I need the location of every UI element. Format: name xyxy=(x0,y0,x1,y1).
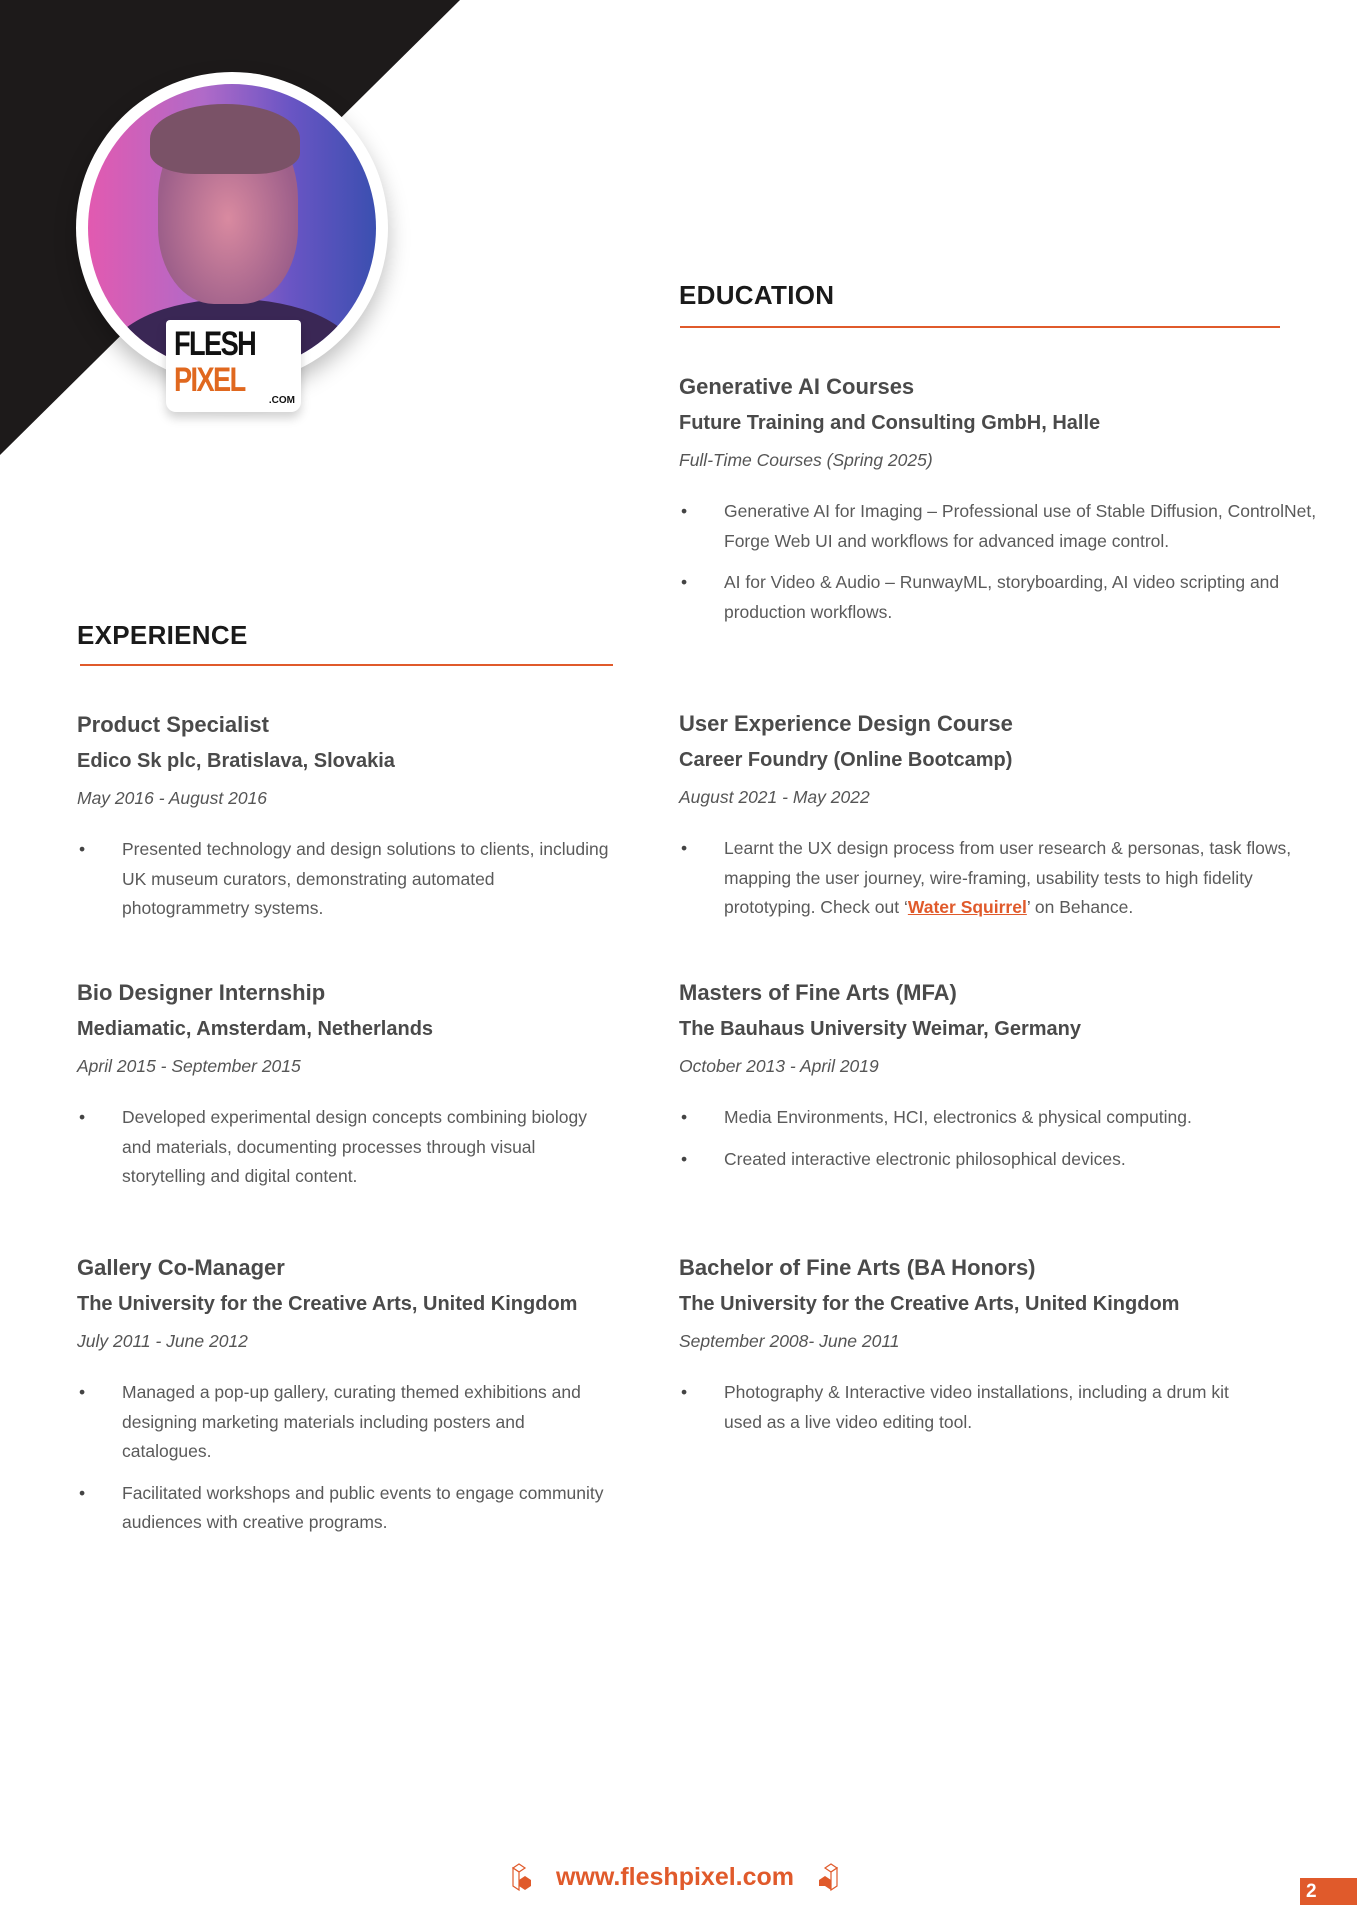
entry-date: July 2011 - June 2012 xyxy=(77,1331,248,1351)
education-entry xyxy=(679,368,1319,639)
cube-icon xyxy=(510,1862,536,1892)
education-entry xyxy=(679,1249,1239,1449)
entry-date: September 2008- June 2011 xyxy=(679,1331,900,1351)
footer xyxy=(510,1862,840,1892)
experience-heading: EXPERIENCE xyxy=(77,620,248,650)
entry-org: The University for the Creative Arts, United Kingdom xyxy=(77,1293,578,1315)
page-number: 2 xyxy=(1300,1878,1357,1905)
entry-title: Masters of Fine Arts (MFA) xyxy=(679,980,957,1005)
entry-date: August 2021 - May 2022 xyxy=(679,787,870,807)
entry-date: April 2015 - September 2015 xyxy=(77,1056,301,1076)
entry-title: Bio Designer Internship xyxy=(77,980,326,1005)
entry-title: Generative AI Courses xyxy=(679,374,915,399)
experience-entry xyxy=(77,974,617,1204)
entry-bullet: • AI for Video & Audio – RunwayML, storyboarding, AI video scripting and production workflows. xyxy=(679,568,1319,627)
entry-date: October 2013 - April 2019 xyxy=(679,1056,879,1076)
entry-bullet: • Photography & Interactive video installations, including a drum kit used as a live video editing tool. xyxy=(679,1378,1239,1437)
education-entry xyxy=(679,705,1299,935)
entry-title: User Experience Design Course xyxy=(679,711,1013,736)
profile-photo xyxy=(76,72,388,417)
experience-entry xyxy=(77,706,617,936)
experience-entry xyxy=(77,1249,617,1550)
entry-org: The Bauhaus University Weimar, Germany xyxy=(679,1018,1082,1040)
entry-org: Future Training and Consulting GmbH, Halle xyxy=(679,412,1101,434)
entry-org: Career Foundry (Online Bootcamp) xyxy=(679,749,1013,771)
entry-org: Edico Sk plc, Bratislava, Slovakia xyxy=(77,750,395,772)
portrait-hair xyxy=(150,104,300,174)
education-divider xyxy=(680,326,1280,328)
website-link[interactable]: www.fleshpixel.com xyxy=(556,1862,795,1891)
logo-line2: PIXEL xyxy=(174,361,245,399)
education-entry xyxy=(679,974,1299,1186)
experience-divider xyxy=(80,664,613,666)
entry-title: Bachelor of Fine Arts (BA Honors) xyxy=(679,1255,1036,1280)
entry-bullet: • Generative AI for Imaging – Professional use of Stable Diffusion, ControlNet, Forge Web UI and workflows for advanced image control. xyxy=(679,497,1319,556)
entry-bullet: • Developed experimental design concepts combining biology and materials, documenting processes through visual storytelling and digital content. xyxy=(77,1103,617,1192)
cube-icon xyxy=(814,1862,840,1892)
entry-org: Mediamatic, Amsterdam, Netherlands xyxy=(77,1018,434,1040)
entry-bullet: • Managed a pop-up gallery, curating themed exhibitions and designing marketing materials including posters and catalogues. xyxy=(77,1378,617,1467)
entry-date: May 2016 - August 2016 xyxy=(77,788,268,808)
entry-date: Full-Time Courses (Spring 2025) xyxy=(679,450,933,470)
water-squirrel-link[interactable]: Water Squirrel xyxy=(907,897,1027,917)
entry-title: Product Specialist xyxy=(77,712,269,737)
logo-line1: FLESH xyxy=(174,325,256,363)
entry-bullet: • Facilitated workshops and public events to engage community audiences with creative programs. xyxy=(77,1479,617,1538)
entry-bullet: • Media Environments, HCI, electronics & physical computing. xyxy=(679,1103,1299,1133)
education-heading: EDUCATION xyxy=(679,280,835,310)
entry-bullet: • Presented technology and design solutions to clients, including UK museum curators, demonstrating automated photogrammetry systems. xyxy=(77,835,617,924)
entry-title: Gallery Co-Manager xyxy=(77,1255,285,1280)
fleshpixel-logo xyxy=(166,320,301,412)
entry-bullet: • Learnt the UX design process from user research & personas, task flows, mapping the user journey, wire-framing, usability tests to high fidelity prototyping. Check out ‘Water Squirrel’ on Behance. xyxy=(679,834,1299,923)
entry-org: The University for the Creative Arts, United Kingdom xyxy=(679,1293,1180,1315)
entry-bullet: • Created interactive electronic philosophical devices. xyxy=(679,1145,1299,1175)
logo-suffix: .COM xyxy=(268,395,295,406)
